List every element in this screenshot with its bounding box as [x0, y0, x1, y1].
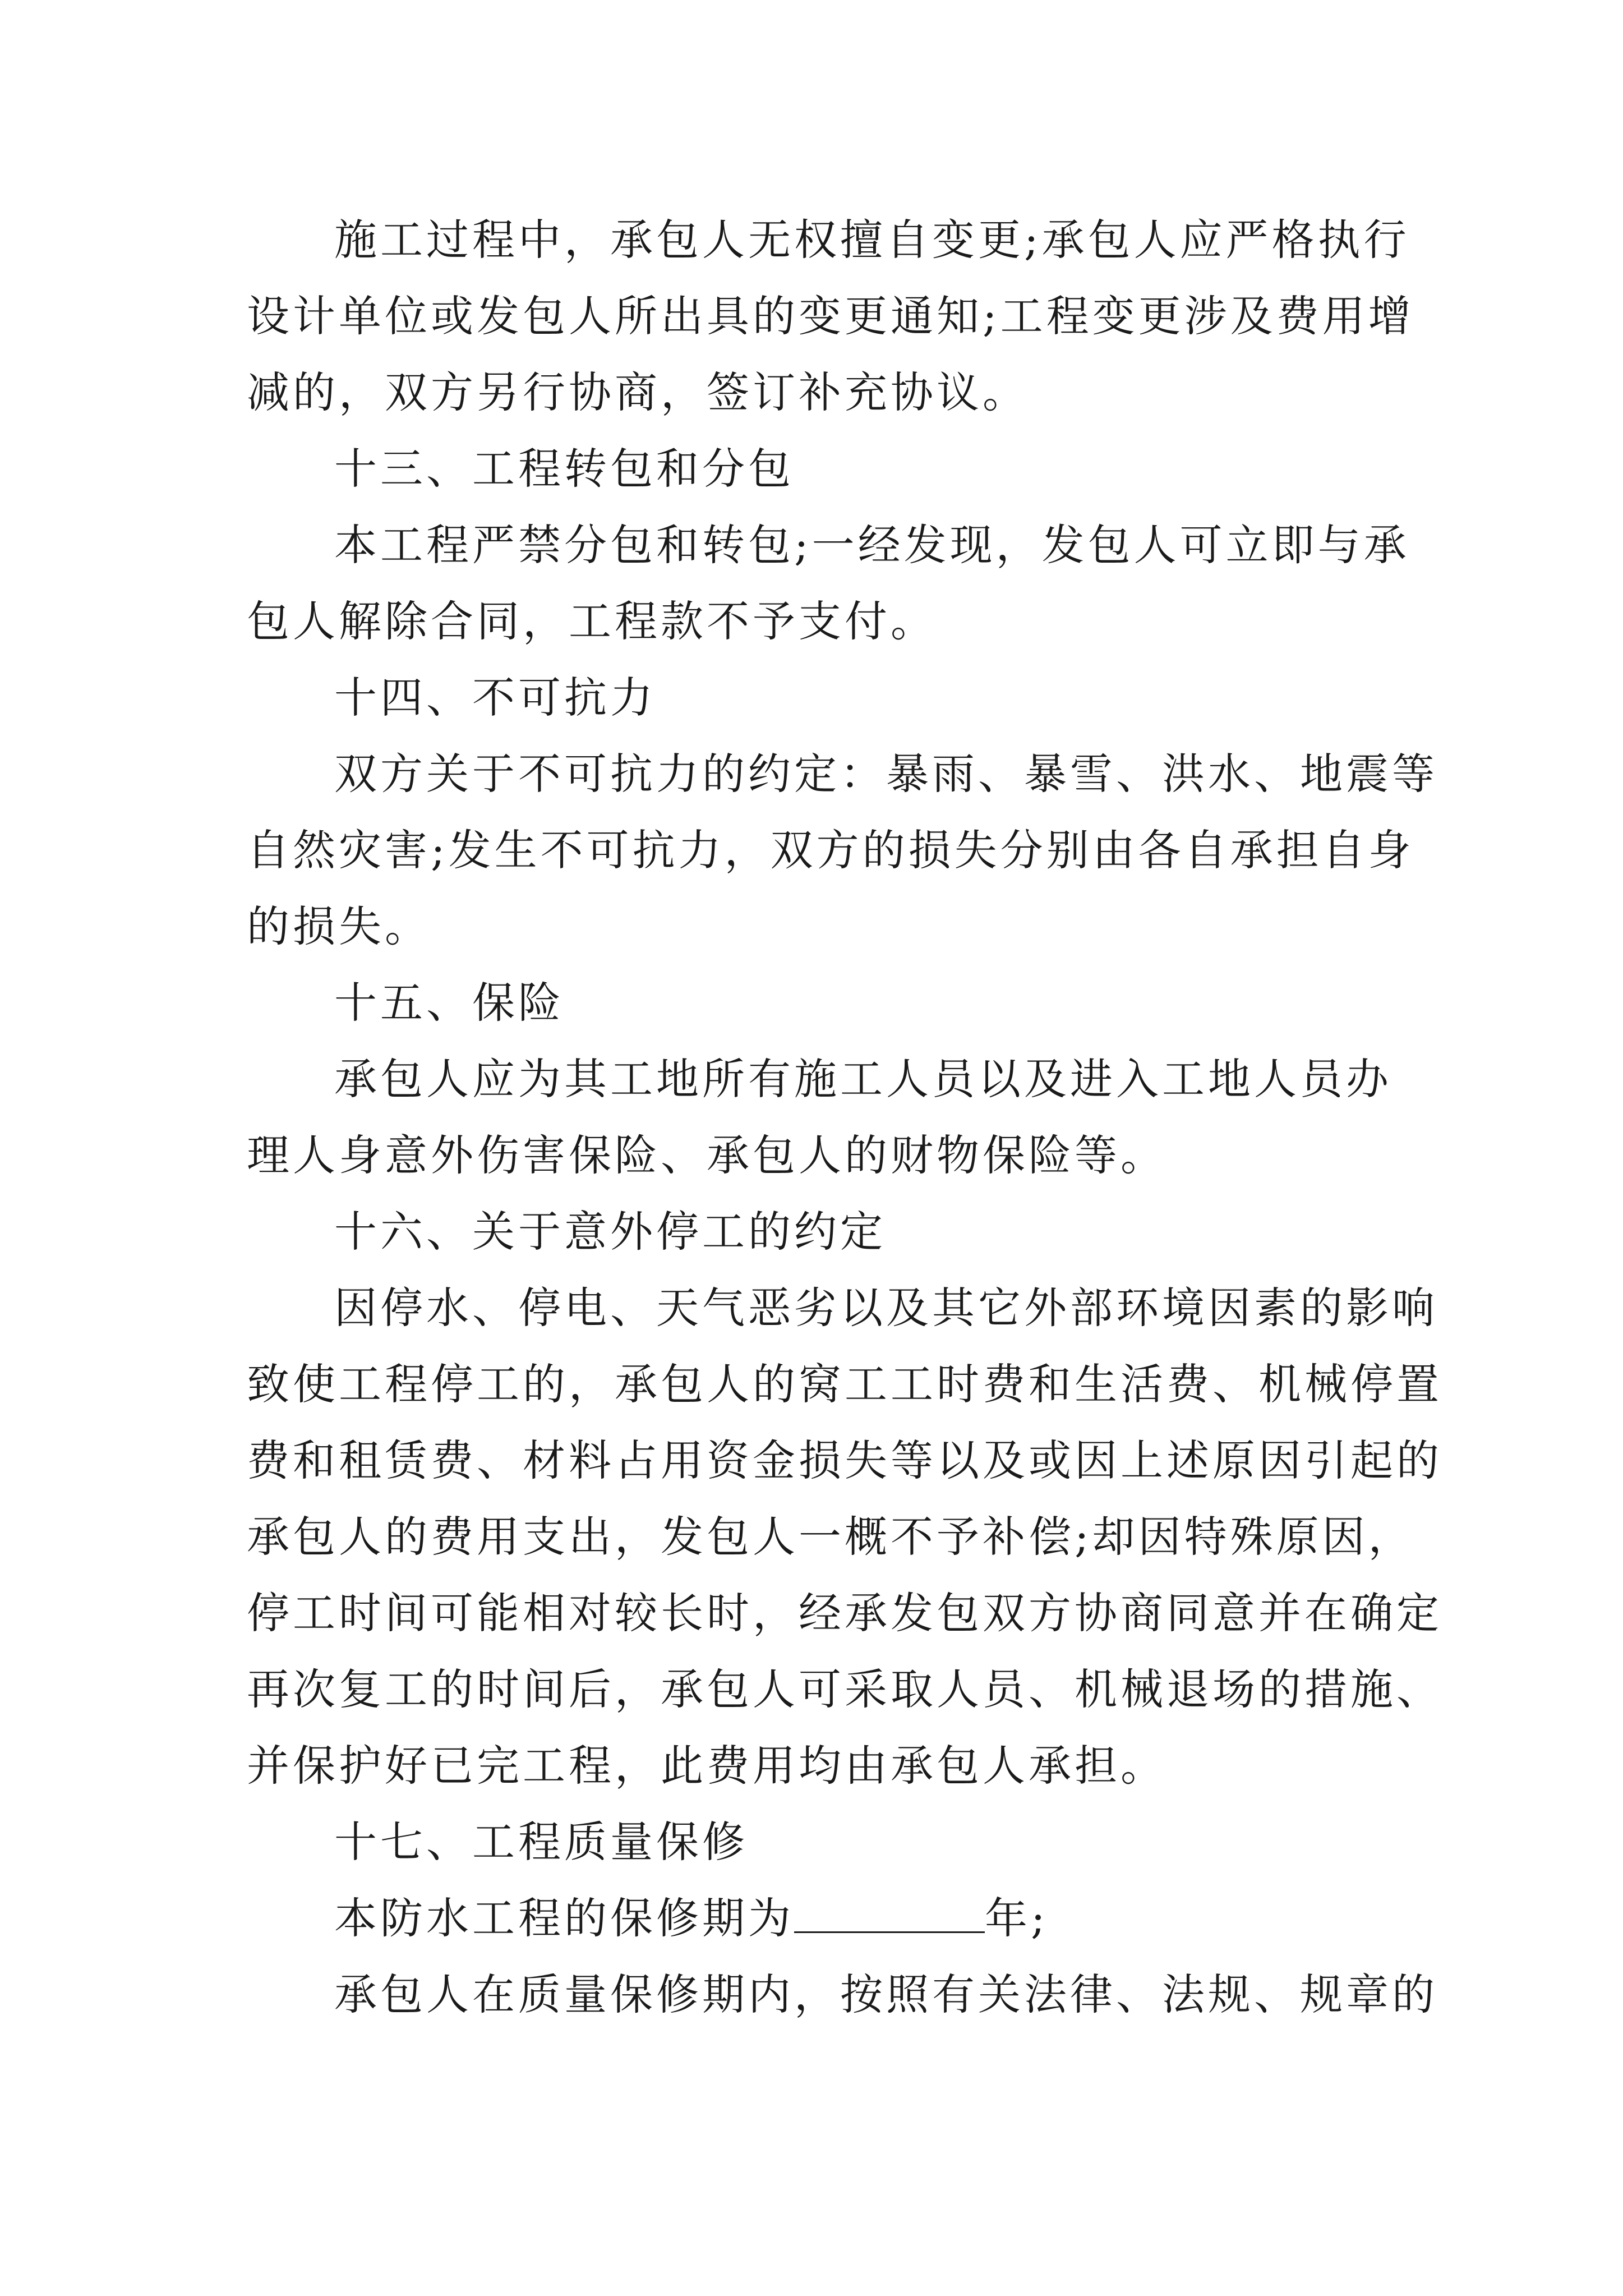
paragraph-line: 因停水、停电、天气恶劣以及其它外部环境因素的影响 [334, 1283, 1438, 1333]
paragraph-line: 十四、不可抗力 [334, 673, 656, 723]
paragraph-line: 减的，双方另行协商，签订补充协议。 [247, 367, 1029, 417]
paragraph-line: 十七、工程质量保修 [334, 1817, 748, 1867]
paragraph-line: 费和租赁费、材料占用资金损失等以及或因上述原因引起的 [247, 1435, 1442, 1485]
paragraph-line: 承包人在质量保修期内，按照有关法律、法规、规章的 [334, 1970, 1438, 2019]
document-page [247, 202, 1442, 2033]
warranty-period-line [247, 1880, 1385, 1957]
paragraph-line: 并保护好已完工程，此费用均由承包人承担。 [247, 1741, 1166, 1791]
paragraph-line: 的损失。 [247, 901, 431, 951]
paragraph-line: 施工过程中，承包人无权擅自变更;承包人应严格执行 [334, 215, 1410, 265]
document-body [247, 202, 1442, 1880]
paragraph-line: 设计单位或发包人所出具的变更通知;工程变更涉及费用增 [247, 291, 1414, 341]
warranty-text-after: 年; [985, 1893, 1049, 1943]
warranty-text-before: 本防水工程的保修期为 [334, 1893, 794, 1943]
paragraph-line: 十六、关于意外停工的约定 [334, 1207, 886, 1257]
paragraph-line: 致使工程停工的，承包人的窝工工时费和生活费、机械停置 [247, 1359, 1442, 1409]
paragraph-line: 本工程严禁分包和转包;一经发现，发包人可立即与承 [334, 520, 1410, 570]
paragraph-line: 十三、工程转包和分包 [334, 444, 794, 494]
paragraph-line: 再次复工的时间后，承包人可采取人员、机械退场的措施、 [247, 1664, 1442, 1714]
paragraph-line: 双方关于不可抗力的约定：暴雨、暴雪、洪水、地震等 [334, 749, 1438, 799]
paragraph-line: 承包人的费用支出，发包人一概不予补偿;却因特殊原因， [247, 1512, 1414, 1562]
paragraph-line: 理人身意外伤害保险、承包人的财物保险等。 [247, 1130, 1166, 1180]
paragraph-line: 自然灾害;发生不可抗力，双方的损失分别由各自承担自身 [247, 825, 1414, 875]
paragraph-line: 承包人应为其工地所有施工人员以及进入工地人员办 [334, 1054, 1392, 1104]
paragraph-line: 包人解除合同，工程款不予支付。 [247, 596, 937, 646]
paragraph-line: 十五、保险 [334, 978, 564, 1028]
warranty-years-blank [794, 1895, 985, 1933]
paragraph-line: 停工时间可能相对较长时，经承发包双方协商同意并在确定 [247, 1588, 1442, 1638]
